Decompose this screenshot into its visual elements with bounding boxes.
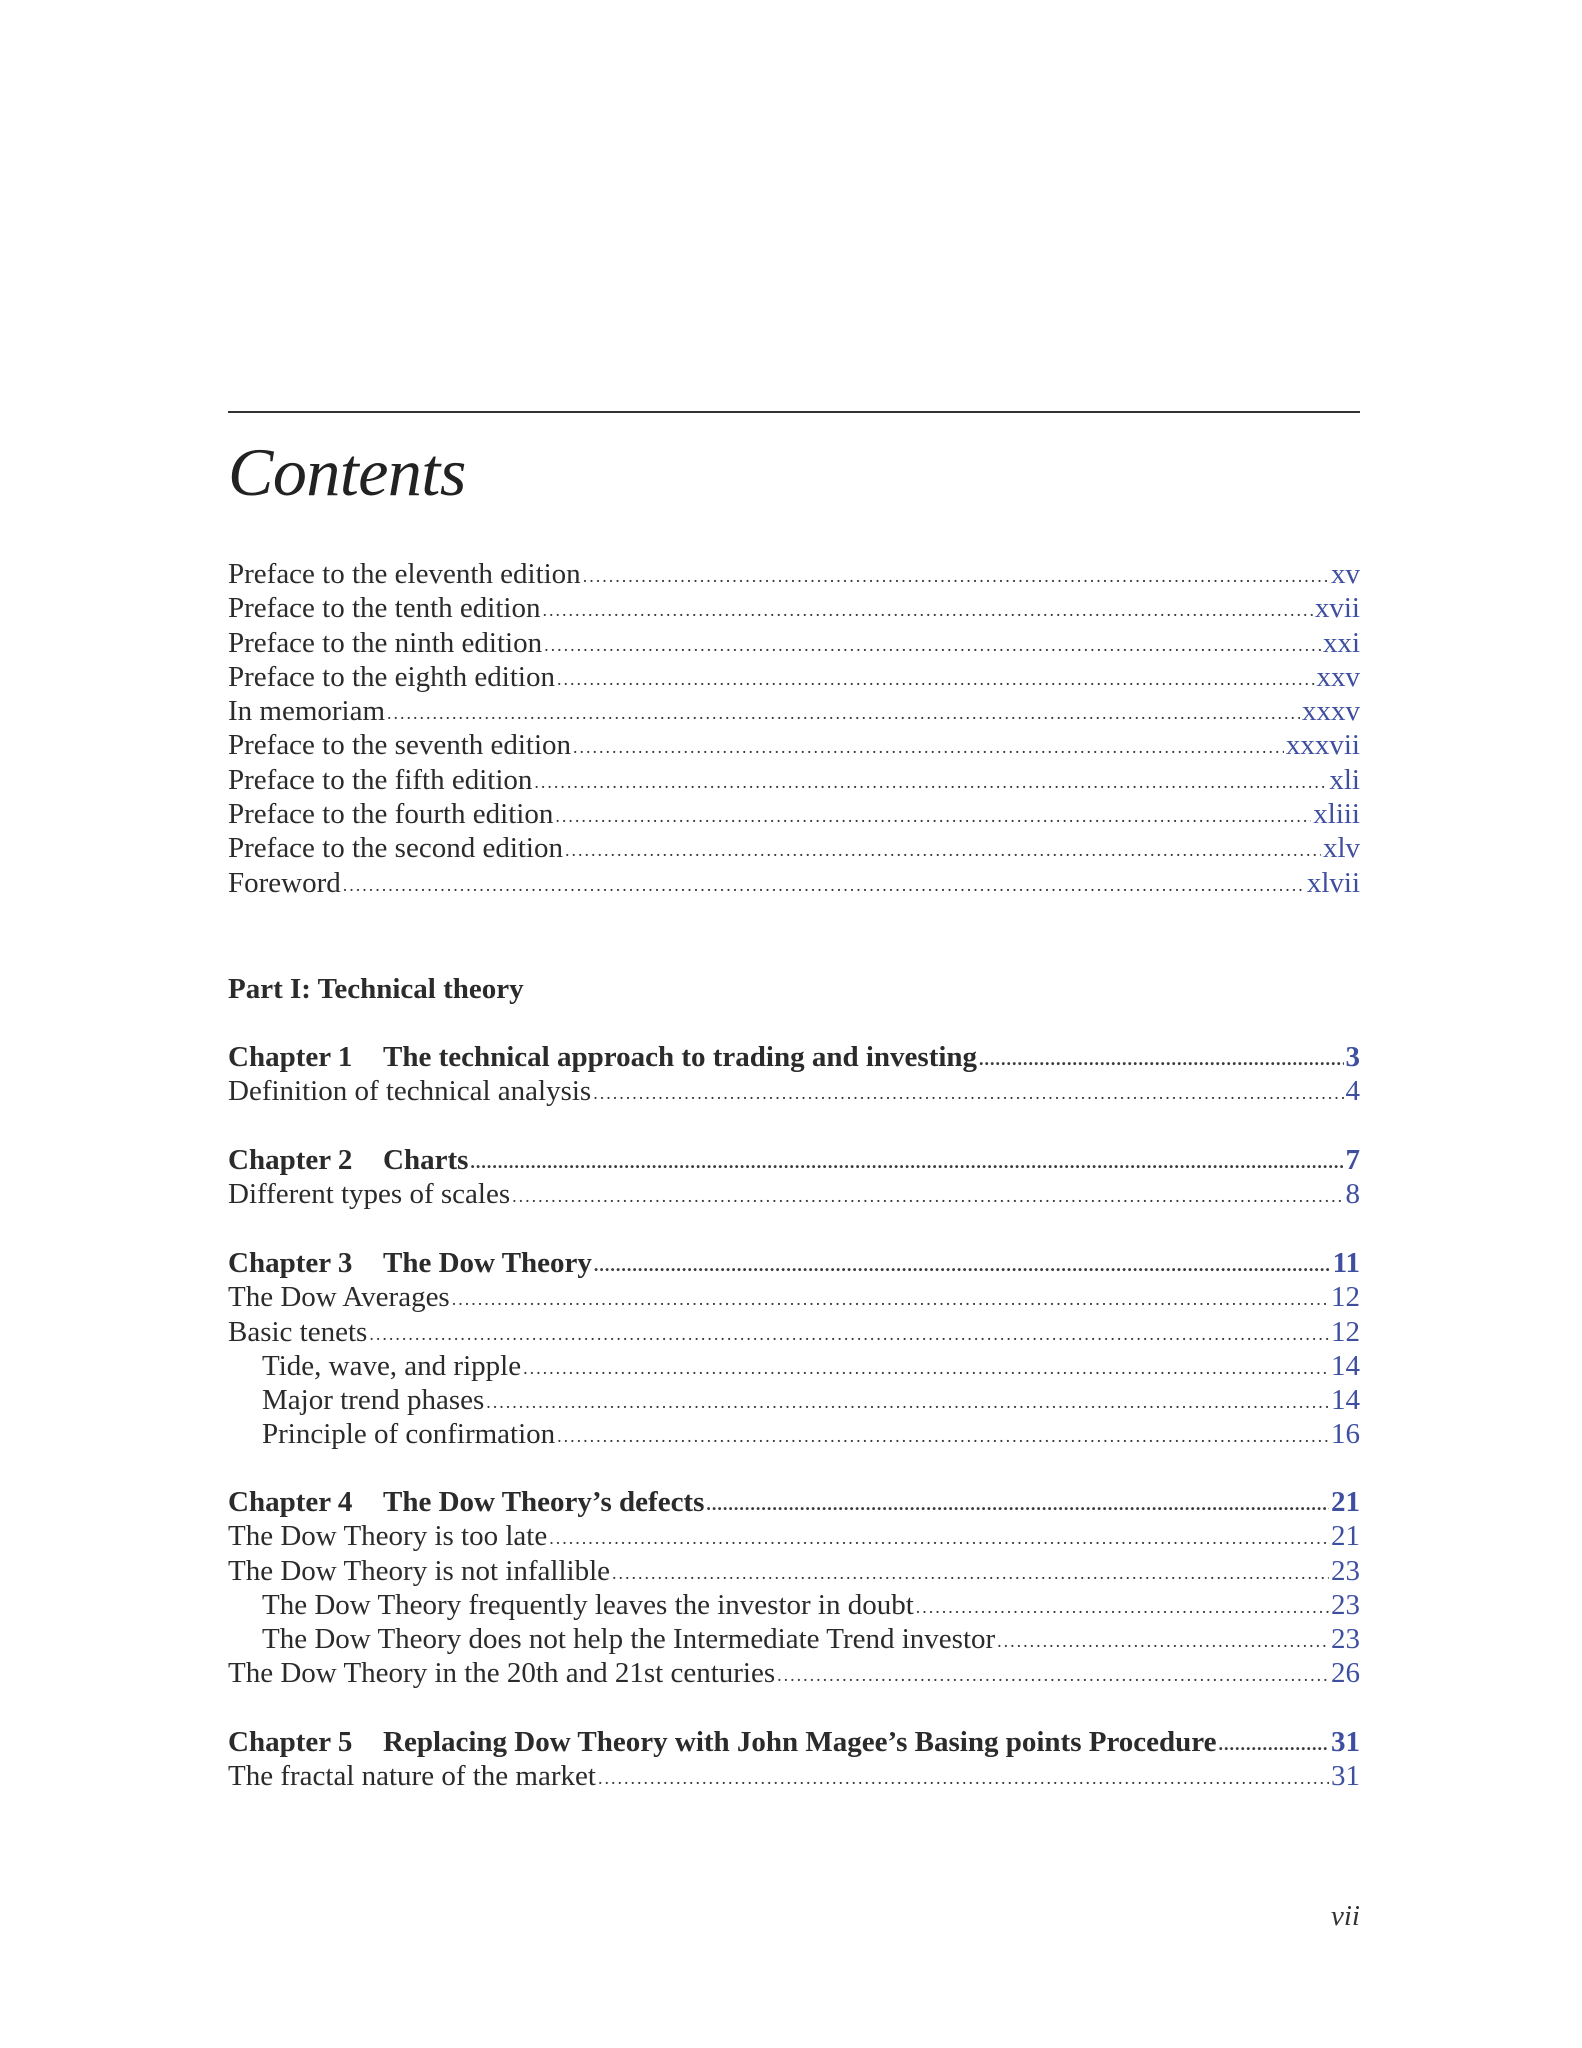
toc-entry[interactable]	[228, 660, 1360, 694]
dot-leader	[598, 1761, 1329, 1795]
chapter-label	[228, 1040, 977, 1074]
chapter-number: Chapter 5	[228, 1726, 353, 1758]
page-number-link[interactable]: 14	[1331, 1349, 1360, 1382]
toc-subentry[interactable]	[228, 1622, 1360, 1656]
toc-entry-label: The fractal nature of the market	[228, 1760, 596, 1793]
toc-subentry[interactable]	[228, 1417, 1360, 1451]
page-number-link[interactable]: xlv	[1322, 832, 1360, 865]
toc-entry[interactable]	[228, 866, 1360, 900]
toc-entry-label: Major trend phases	[262, 1384, 485, 1417]
toc-entry[interactable]	[228, 1177, 1360, 1211]
dot-leader	[534, 765, 1327, 799]
toc-entry-label: In memoriam	[228, 695, 386, 728]
dot-leader	[523, 1351, 1329, 1385]
toc-entry-label: Tide, wave, and ripple	[262, 1349, 522, 1382]
toc-entry-label: The Dow Averages	[228, 1281, 450, 1314]
dot-leader	[486, 1385, 1329, 1419]
dot-leader	[343, 868, 1305, 902]
page-number-link[interactable]: xlvii	[1306, 866, 1360, 899]
chapter-label	[228, 1725, 1217, 1759]
toc-entry[interactable]	[228, 831, 1360, 865]
page-number-link[interactable]: 8	[1345, 1178, 1360, 1211]
page-number-link[interactable]: 31	[1331, 1726, 1360, 1758]
dot-leader	[593, 1076, 1343, 1110]
dot-leader	[997, 1624, 1329, 1658]
toc-entry[interactable]	[228, 694, 1360, 728]
part-heading: Part I: Technical theory	[228, 973, 524, 1005]
dot-leader	[452, 1282, 1329, 1316]
toc-entry[interactable]	[228, 763, 1360, 797]
page-number-link[interactable]: xvii	[1314, 592, 1360, 625]
page-number-link[interactable]: 11	[1332, 1247, 1360, 1279]
chapter-number: Chapter 2	[228, 1144, 353, 1176]
page-number-link[interactable]: 12	[1331, 1281, 1360, 1314]
toc-entry[interactable]	[228, 626, 1360, 660]
page-number-link[interactable]: 14	[1331, 1384, 1360, 1417]
page-number-link[interactable]: 3	[1345, 1041, 1360, 1073]
dot-leader	[573, 730, 1284, 764]
top-rule	[228, 411, 1360, 413]
chapter-label	[228, 1246, 592, 1280]
toc-entry[interactable]	[228, 728, 1360, 762]
chapter-heading[interactable]	[228, 1725, 1360, 1759]
chapter-heading[interactable]	[228, 1143, 1360, 1177]
page-number-link[interactable]: xli	[1329, 763, 1360, 796]
page-number-link[interactable]: 23	[1331, 1588, 1360, 1621]
page-number-link[interactable]: 12	[1331, 1315, 1360, 1348]
toc-entry-label: The Dow Theory in the 20th and 21st centuries	[228, 1657, 776, 1690]
dot-leader	[979, 1042, 1343, 1076]
toc-entry[interactable]	[228, 1554, 1360, 1588]
chapter-heading[interactable]	[228, 1485, 1360, 1519]
dot-leader	[387, 696, 1300, 730]
toc-entry-label: The Dow Theory frequently leaves the investor in doubt	[262, 1588, 914, 1621]
chapter-block	[228, 1040, 1360, 1109]
toc-subentry[interactable]	[228, 1349, 1360, 1383]
dot-leader	[777, 1658, 1329, 1692]
page-number-link[interactable]: xxxv	[1302, 695, 1360, 728]
chapter-title: The technical approach to trading and investing	[383, 1041, 978, 1073]
chapter-title: The Dow Theory	[383, 1247, 592, 1279]
page-number-link[interactable]: xxv	[1316, 660, 1360, 693]
toc-subentry[interactable]	[228, 1588, 1360, 1622]
dot-leader	[369, 1317, 1329, 1351]
chapter-block	[228, 1725, 1360, 1794]
dot-leader	[557, 1419, 1329, 1453]
toc-entry[interactable]	[228, 797, 1360, 831]
chapter-heading[interactable]	[228, 1246, 1360, 1280]
page-title: Contents	[228, 434, 466, 510]
toc-entry[interactable]	[228, 1315, 1360, 1349]
chapter-number: Chapter 1	[228, 1041, 353, 1073]
page-number-link[interactable]: 23	[1331, 1554, 1360, 1587]
toc-entry-label: Preface to the tenth edition	[228, 592, 541, 625]
page-number-link[interactable]: xv	[1331, 558, 1360, 590]
chapter-number: Chapter 4	[228, 1486, 353, 1518]
toc-entry-label: Foreword	[228, 866, 341, 899]
page-number-link[interactable]: xliii	[1313, 798, 1360, 831]
dot-leader	[1219, 1727, 1329, 1761]
page-number-link[interactable]: 23	[1331, 1623, 1360, 1656]
toc-entry-label: Basic tenets	[228, 1315, 368, 1348]
dot-leader	[706, 1487, 1329, 1521]
toc-entry[interactable]	[228, 557, 1360, 591]
dot-leader	[542, 593, 1312, 627]
chapter-heading[interactable]	[228, 1040, 1360, 1074]
toc-entry-label: The Dow Theory is not infallible	[228, 1554, 611, 1587]
dot-leader	[612, 1556, 1329, 1590]
toc-entry-label: Principle of confirmation	[262, 1418, 556, 1451]
dot-leader	[583, 559, 1329, 593]
chapter-label	[228, 1485, 704, 1519]
page-number-link[interactable]: xxxvii	[1285, 729, 1360, 762]
toc-entry-label: Preface to the second edition	[228, 832, 563, 865]
toc-entry[interactable]	[228, 1759, 1360, 1793]
toc-entry[interactable]	[228, 1519, 1360, 1553]
chapter-block	[228, 1246, 1360, 1452]
toc-entry[interactable]	[228, 591, 1360, 625]
toc-entry-label: Preface to the fifth edition	[228, 763, 533, 796]
dot-leader	[512, 1179, 1343, 1213]
toc-entry-label: The Dow Theory does not help the Intermediate Trend investor	[262, 1623, 996, 1656]
chapter-block	[228, 1143, 1360, 1212]
front-matter-list	[228, 557, 1360, 900]
toc-entry[interactable]	[228, 1280, 1360, 1314]
chapter-number: Chapter 3	[228, 1247, 353, 1279]
chapter-label	[228, 1143, 468, 1177]
toc-entry[interactable]	[228, 1656, 1360, 1690]
toc-subentry[interactable]	[228, 1383, 1360, 1417]
toc-entry-label: Different types of scales	[228, 1178, 511, 1211]
page-folio: vii	[1331, 1900, 1360, 1932]
dot-leader	[594, 1248, 1331, 1282]
page-number-link[interactable]: 4	[1345, 1075, 1360, 1108]
chapter-title: Replacing Dow Theory with John Magee’s Basing points Procedure	[383, 1726, 1217, 1758]
toc-entry-label: Preface to the eleventh edition	[228, 558, 581, 590]
contents-page	[228, 0, 1360, 2048]
dot-leader	[470, 1145, 1343, 1179]
toc-entry-label: The Dow Theory is too late	[228, 1520, 548, 1553]
toc-entry-label: Preface to the seventh edition	[228, 729, 572, 762]
toc-entry-label: Preface to the eighth edition	[228, 660, 555, 693]
page-number-link[interactable]: 21	[1331, 1520, 1360, 1553]
dot-leader	[555, 799, 1311, 833]
dot-leader	[557, 662, 1315, 696]
chapter-title: The Dow Theory’s defects	[383, 1486, 705, 1518]
page-number-link[interactable]: 16	[1331, 1418, 1360, 1451]
page-number-link[interactable]: xxi	[1322, 626, 1360, 659]
dot-leader	[544, 628, 1321, 662]
toc-entry-label: Definition of technical analysis	[228, 1075, 592, 1108]
page-number-link[interactable]: 7	[1345, 1144, 1360, 1176]
dot-leader	[565, 833, 1321, 867]
toc-entry[interactable]	[228, 1074, 1360, 1108]
toc-entry-label: Preface to the fourth edition	[228, 798, 554, 831]
page-number-link[interactable]: 31	[1331, 1760, 1360, 1793]
dot-leader	[916, 1590, 1329, 1624]
toc-entry-label: Preface to the ninth edition	[228, 626, 543, 659]
page-number-link[interactable]: 26	[1331, 1657, 1360, 1690]
chapter-block	[228, 1485, 1360, 1691]
dot-leader	[549, 1521, 1329, 1555]
page-number-link[interactable]: 21	[1331, 1486, 1360, 1518]
chapter-title: Charts	[383, 1144, 469, 1176]
